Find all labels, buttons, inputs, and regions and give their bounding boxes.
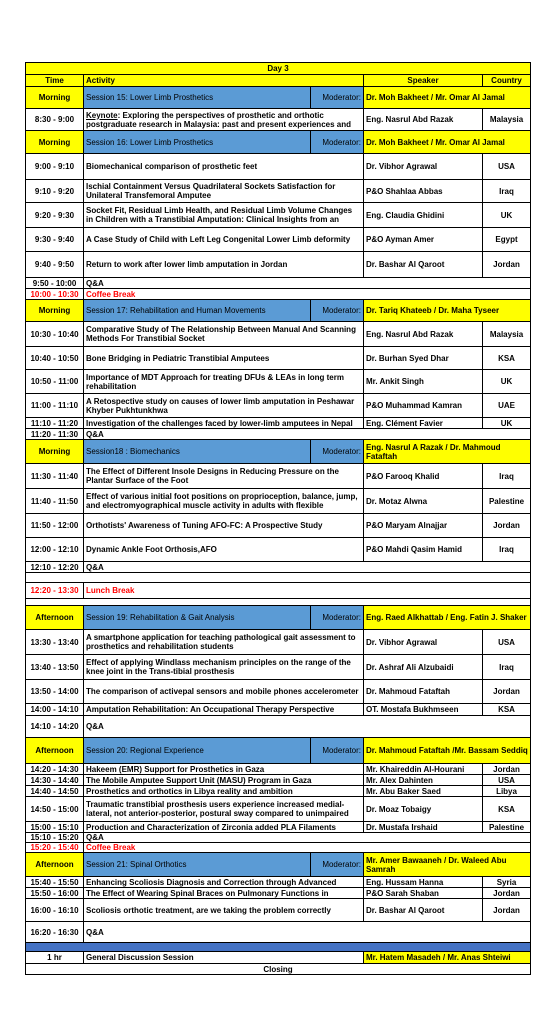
talk-country: Palestine — [483, 822, 531, 833]
header-speaker: Speaker — [364, 75, 483, 87]
header-activity: Activity — [84, 75, 364, 87]
talk-row — [26, 464, 531, 489]
talk-title: Production and Characterization of Zirconia added PLA Filaments — [84, 822, 364, 833]
qa-label: Q&A — [84, 922, 531, 943]
keynote-label: Keynote — [86, 110, 118, 120]
qa-time: 15:10 - 15:20 — [26, 833, 84, 843]
talk-row — [26, 877, 531, 888]
talk-country: Libya — [483, 786, 531, 797]
moderator-label: Moderator: — [311, 131, 364, 154]
talk-country: USA — [483, 154, 531, 180]
talk-title: Biomechanical comparison of prosthetic feet — [84, 154, 364, 180]
talk-time: 13:30 - 13:40 — [26, 630, 84, 655]
talk-country: Jordan — [483, 514, 531, 538]
talk-country: UAE — [483, 394, 531, 418]
talk-time: 10:30 - 10:40 — [26, 322, 84, 347]
talk-country: Jordan — [483, 680, 531, 704]
talk-time: 15:50 - 16:00 — [26, 888, 84, 899]
session-title: Session 21: Spinal Orthotics — [84, 853, 311, 877]
talk-row — [26, 347, 531, 370]
talk-country: USA — [483, 630, 531, 655]
talk-title: Scoliosis orthotic treatment, are we taking the problem correctly — [84, 899, 364, 922]
session-time: Morning — [26, 440, 84, 464]
break-label: Coffee Break — [84, 843, 531, 853]
break-label: Coffee Break — [84, 289, 531, 300]
talk-row — [26, 180, 531, 203]
talk-row — [26, 489, 531, 514]
talk-title: The comparison of activepal sensors and mobile phones accelerometer — [84, 680, 364, 704]
divider-bar — [26, 943, 531, 952]
spacer-cell — [26, 573, 531, 583]
qa-time: 16:20 - 16:30 — [26, 922, 84, 943]
talk-country: UK — [483, 203, 531, 228]
talk-speaker: P&O Farooq Khalid — [364, 464, 483, 489]
talk-speaker: P&O Mahdi Qasim Hamid — [364, 538, 483, 562]
talk-speaker: OT. Mostafa Bukhmseen — [364, 704, 483, 716]
talk-row — [26, 630, 531, 655]
session-title: Session18 : Biomechanics — [84, 440, 311, 464]
session-time: Afternoon — [26, 606, 84, 630]
talk-speaker: Dr. Mahmoud Fataftah — [364, 680, 483, 704]
general-speakers: Mr. Hatem Masadeh / Mr. Anas Shteiwi — [364, 952, 531, 964]
session-title: Session 16: Lower Limb Prosthetics — [84, 131, 311, 154]
talk-row — [26, 775, 531, 786]
talk-speaker: P&O Maryam Alnajjar — [364, 514, 483, 538]
talk-title: The Mobile Amputee Support Unit (MASU) Program in Gaza — [84, 775, 364, 786]
closing-label: Closing — [26, 964, 531, 975]
session-title: Session 20: Regional Experience — [84, 738, 311, 764]
talk-time: 11:10 - 11:20 — [26, 418, 84, 429]
talk-country: KSA — [483, 347, 531, 370]
talk-speaker: Mr. Khaireddin Al-Hourani — [364, 764, 483, 775]
talk-time: 9:40 - 9:50 — [26, 252, 84, 278]
talk-time: 9:30 - 9:40 — [26, 228, 84, 252]
session-title: Session 19: Rehabilitation & Gait Analysis — [84, 606, 311, 630]
session-row — [26, 606, 531, 630]
talk-country: USA — [483, 775, 531, 786]
talk-country: Jordan — [483, 888, 531, 899]
talk-row — [26, 704, 531, 716]
talk-title: Dynamic Ankle Foot Orthosis,AFO — [84, 538, 364, 562]
talk-row — [26, 154, 531, 180]
talk-speaker: Dr. Mustafa Irshaid — [364, 822, 483, 833]
talk-country: KSA — [483, 704, 531, 716]
session-row — [26, 300, 531, 322]
header-time: Time — [26, 75, 84, 87]
moderator-names: Mr. Amer Bawaaneh / Dr. Waleed Abu Samrah — [364, 853, 531, 877]
qa-row — [26, 922, 531, 943]
day-title: Day 3 — [26, 63, 531, 75]
moderator-label: Moderator: — [311, 853, 364, 877]
qa-label: Q&A — [84, 429, 531, 440]
talk-country: Jordan — [483, 252, 531, 278]
general-time: 1 hr — [26, 952, 84, 964]
moderator-names: Dr. Moh Bakheet / Mr. Omar Al Jamal — [364, 87, 531, 109]
spacer-cell — [26, 599, 531, 606]
talk-title: A smartphone application for teaching pathological gait assessment to prosthetics and rehabilitation students — [84, 630, 364, 655]
talk-speaker: Dr. Moaz Tobaigy — [364, 797, 483, 822]
talk-time: 9:20 - 9:30 — [26, 203, 84, 228]
qa-label: Q&A — [84, 833, 531, 843]
talk-row — [26, 655, 531, 680]
spacer-row — [26, 599, 531, 606]
talk-speaker: P&O Sarah Shaban — [364, 888, 483, 899]
talk-time: 15:00 - 15:10 — [26, 822, 84, 833]
moderator-label: Moderator: — [311, 738, 364, 764]
talk-title: The Effect of Different Insole Designs in Reducing Pressure on the Plantar Surface of the Foot — [84, 464, 364, 489]
talk-time: 8:30 - 9:00 — [26, 109, 84, 131]
talk-time: 11:30 - 11:40 — [26, 464, 84, 489]
session-row — [26, 440, 531, 464]
talk-title: Effect of various initial foot positions on proprioception, balance, jump, and electromyographical muscle activity in adults with flexible — [84, 489, 364, 514]
talk-speaker: P&O Shahlaa Abbas — [364, 180, 483, 203]
talk-time: 9:10 - 9:20 — [26, 180, 84, 203]
talk-time: 11:50 - 12:00 — [26, 514, 84, 538]
talk-country: Syria — [483, 877, 531, 888]
talk-row — [26, 109, 531, 131]
qa-label: Q&A — [84, 562, 531, 573]
talk-time: 11:00 - 11:10 — [26, 394, 84, 418]
qa-time: 14:10 - 14:20 — [26, 716, 84, 738]
qa-time: 12:10 - 12:20 — [26, 562, 84, 573]
talk-title: Importance of MDT Approach for treating DFUs & LEAs in long term rehabilitation — [84, 370, 364, 394]
session-time: Afternoon — [26, 853, 84, 877]
talk-row — [26, 822, 531, 833]
qa-label: Q&A — [84, 278, 531, 289]
talk-speaker: Dr. Burhan Syed Dhar — [364, 347, 483, 370]
moderator-label: Moderator: — [311, 300, 364, 322]
break-row — [26, 583, 531, 599]
talk-speaker: Dr. Motaz Alwna — [364, 489, 483, 514]
moderator-names: Dr. Moh Bakheet / Mr. Omar Al Jamal — [364, 131, 531, 154]
talk-speaker: Eng. Nasrul Abd Razak — [364, 109, 483, 131]
break-time: 12:20 - 13:30 — [26, 583, 84, 599]
talk-title: Enhancing Scoliosis Diagnosis and Correction through Advanced — [84, 877, 364, 888]
talk-time: 16:00 - 16:10 — [26, 899, 84, 922]
talk-country: Iraq — [483, 655, 531, 680]
session-time: Morning — [26, 300, 84, 322]
talk-row — [26, 203, 531, 228]
talk-speaker: Eng. Claudia Ghidini — [364, 203, 483, 228]
talk-row — [26, 680, 531, 704]
talk-title: Prosthetics and orthotics in Libya reality and ambition — [84, 786, 364, 797]
talk-title: The Effect of Wearing Spinal Braces on Pulmonary Functions in — [84, 888, 364, 899]
talk-row — [26, 797, 531, 822]
talk-speaker: Dr. Ashraf Ali Alzubaidi — [364, 655, 483, 680]
keynote-title: : Exploring the perspectives of prosthetic and orthotic postgraduate research in Malaysia: past and present experiences and — [86, 110, 351, 129]
moderator-label: Moderator: — [311, 440, 364, 464]
talk-row — [26, 394, 531, 418]
qa-row — [26, 833, 531, 843]
talk-title — [84, 109, 364, 131]
talk-row — [26, 370, 531, 394]
moderator-names: Eng. Nasrul A Razak / Dr. Mahmoud Fataftah — [364, 440, 531, 464]
talk-country: UK — [483, 418, 531, 429]
talk-title: Socket Fit, Residual Limb Health, and Residual Limb Volume Changes in Children with a Transtibial Amputation: Clinical Insights from an — [84, 203, 364, 228]
qa-row — [26, 278, 531, 289]
session-time: Morning — [26, 87, 84, 109]
talk-speaker: P&O Ayman Amer — [364, 228, 483, 252]
talk-row — [26, 418, 531, 429]
talk-row — [26, 252, 531, 278]
schedule-table — [25, 62, 531, 975]
talk-speaker: Eng. Nasrul Abd Razak — [364, 322, 483, 347]
talk-title: A Case Study of Child with Left Leg Congenital Lower Limb deformity — [84, 228, 364, 252]
talk-country: Iraq — [483, 180, 531, 203]
talk-time: 10:50 - 11:00 — [26, 370, 84, 394]
break-time: 15:20 - 15:40 — [26, 843, 84, 853]
talk-speaker: Mr. Abu Baker Saed — [364, 786, 483, 797]
break-row — [26, 843, 531, 853]
talk-time: 15:40 - 15:50 — [26, 877, 84, 888]
talk-time: 12:00 - 12:10 — [26, 538, 84, 562]
talk-speaker: Dr. Vibhor Agrawal — [364, 630, 483, 655]
talk-country: UK — [483, 370, 531, 394]
session-time: Afternoon — [26, 738, 84, 764]
talk-country: Palestine — [483, 489, 531, 514]
day-title-row — [26, 63, 531, 75]
talk-time: 14:00 - 14:10 — [26, 704, 84, 716]
qa-time: 9:50 - 10:00 — [26, 278, 84, 289]
talk-title: Investigation of the challenges faced by lower-limb amputees in Nepal — [84, 418, 364, 429]
session-row — [26, 87, 531, 109]
talk-country: Jordan — [483, 899, 531, 922]
session-title: Session 15: Lower Limb Prosthetics — [84, 87, 311, 109]
session-row — [26, 131, 531, 154]
qa-label: Q&A — [84, 716, 531, 738]
talk-time: 14:50 - 15:00 — [26, 797, 84, 822]
talk-row — [26, 764, 531, 775]
header-country: Country — [483, 75, 531, 87]
talk-speaker: Dr. Bashar Al Qaroot — [364, 252, 483, 278]
talk-country: Malaysia — [483, 322, 531, 347]
break-label: Lunch Break — [84, 583, 531, 599]
talk-title: Effect of applying Windlass mechanism principles on the range of the knee joint in the Trans-tibial prosthesis — [84, 655, 364, 680]
talk-time: 10:40 - 10:50 — [26, 347, 84, 370]
divider-row — [26, 943, 531, 952]
talk-country: Jordan — [483, 764, 531, 775]
talk-title: Return to work after lower limb amputation in Jordan — [84, 252, 364, 278]
session-title: Session 17: Rehabilitation and Human Movements — [84, 300, 311, 322]
talk-country: Egypt — [483, 228, 531, 252]
talk-title: Hakeem (EMR) Support for Prosthetics in Gaza — [84, 764, 364, 775]
talk-title: Orthotists' Awareness of Tuning AFO-FC: A Prospective Study — [84, 514, 364, 538]
header-row — [26, 75, 531, 87]
talk-country: Iraq — [483, 464, 531, 489]
talk-row — [26, 899, 531, 922]
talk-row — [26, 786, 531, 797]
talk-title: A Retospective study on causes of lower limb amputation in Peshawar Khyber Pukhtunkhwa — [84, 394, 364, 418]
qa-row — [26, 716, 531, 738]
general-discussion-row — [26, 952, 531, 964]
session-row — [26, 853, 531, 877]
talk-time: 14:30 - 14:40 — [26, 775, 84, 786]
moderator-names: Eng. Raed Alkhattab / Eng. Fatin J. Shaker — [364, 606, 531, 630]
moderator-label: Moderator: — [311, 87, 364, 109]
talk-row — [26, 538, 531, 562]
moderator-names: Dr. Mahmoud Fataftah /Mr. Bassam Seddiq — [364, 738, 531, 764]
talk-row — [26, 514, 531, 538]
talk-speaker: Mr. Alex Dahinten — [364, 775, 483, 786]
talk-country: Iraq — [483, 538, 531, 562]
moderator-label: Moderator: — [311, 606, 364, 630]
talk-speaker: Dr. Bashar Al Qaroot — [364, 899, 483, 922]
talk-title: Bone Bridging in Pediatric Transtibial Amputees — [84, 347, 364, 370]
talk-title: Traumatic transtibial prosthesis users experience increased medial-lateral, not anterior-posterior, postural sway compared to unimpaired — [84, 797, 364, 822]
session-time: Morning — [26, 131, 84, 154]
talk-speaker: Eng. Hussam Hanna — [364, 877, 483, 888]
moderator-names: Dr. Tariq Khateeb / Dr. Maha Tyseer — [364, 300, 531, 322]
qa-row — [26, 429, 531, 440]
talk-title: Amputation Rehabilitation: An Occupational Therapy Perspective — [84, 704, 364, 716]
qa-row — [26, 562, 531, 573]
talk-speaker: Mr. Ankit Singh — [364, 370, 483, 394]
qa-time: 11:20 - 11:30 — [26, 429, 84, 440]
talk-title: Ischial Containment Versus Quadrilateral Sockets Satisfaction for Unilateral Transfemoral Amputee — [84, 180, 364, 203]
talk-country: Malaysia — [483, 109, 531, 131]
talk-row — [26, 322, 531, 347]
talk-time: 14:40 - 14:50 — [26, 786, 84, 797]
spacer-row — [26, 573, 531, 583]
talk-title: Comparative Study of The Relationship Between Manual And Scanning Methods For Transtibial Socket — [84, 322, 364, 347]
talk-time: 13:50 - 14:00 — [26, 680, 84, 704]
general-title: General Discussion Session — [84, 952, 364, 964]
talk-time: 14:20 - 14:30 — [26, 764, 84, 775]
talk-speaker: Eng. Clément Favier — [364, 418, 483, 429]
talk-row — [26, 228, 531, 252]
talk-speaker: Dr. Vibhor Agrawal — [364, 154, 483, 180]
talk-row — [26, 888, 531, 899]
talk-time: 9:00 - 9:10 — [26, 154, 84, 180]
talk-country: KSA — [483, 797, 531, 822]
closing-row — [26, 964, 531, 975]
break-time: 10:00 - 10:30 — [26, 289, 84, 300]
session-row — [26, 738, 531, 764]
talk-speaker: P&O Muhammad Kamran — [364, 394, 483, 418]
talk-time: 11:40 - 11:50 — [26, 489, 84, 514]
talk-time: 13:40 - 13:50 — [26, 655, 84, 680]
break-row — [26, 289, 531, 300]
